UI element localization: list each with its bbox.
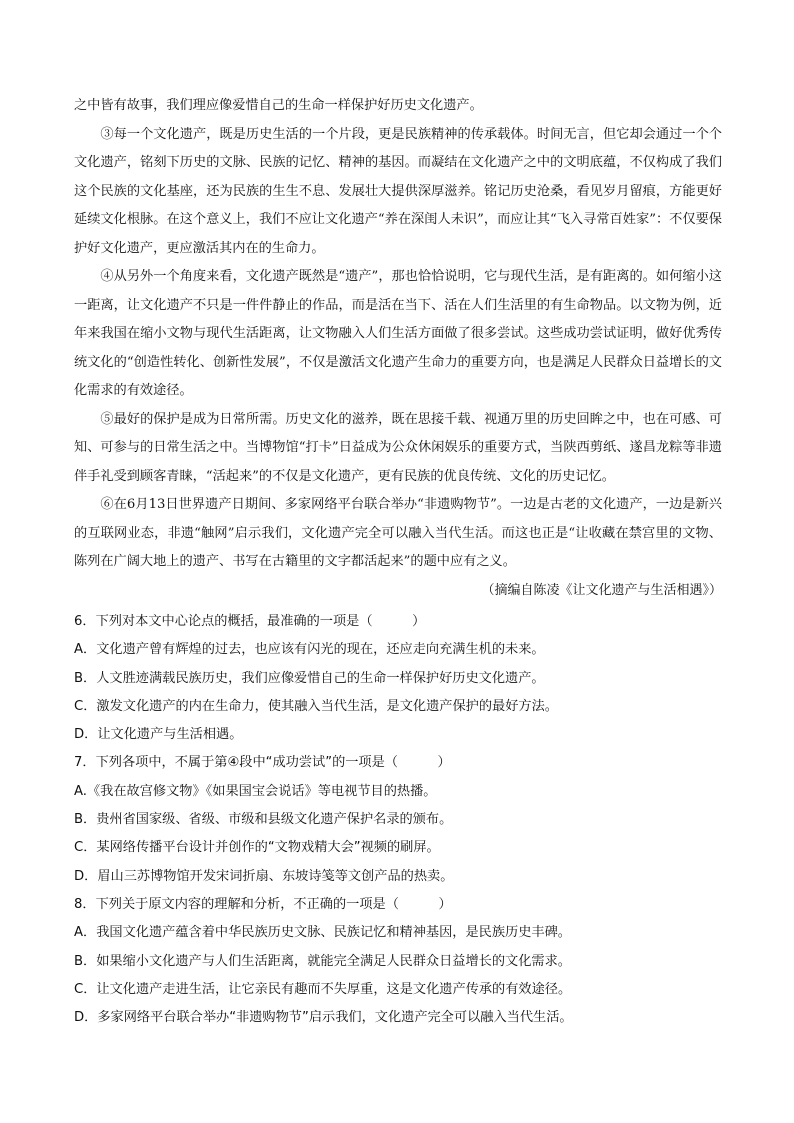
question-6 xyxy=(74,608,724,749)
option-c: C．某网络传播平台设计并创作的“文物戏精大会”视频的刷屏。 xyxy=(74,840,440,856)
option-b: B．贵州省国家级、省级、市级和县级文化遗产保护名录的颁布。 xyxy=(74,812,453,828)
question-stem: 7．下列各项中，不属于第④段中“成功尝试”的一项是（ ） xyxy=(74,755,451,771)
passage-paragraph-fragment: 之中皆有故事，我们理应像爱惜自己的生命一样保护好历史文化遗产。 xyxy=(74,98,483,113)
question-stem: 8．下列关于原文内容的理解和分析，不正确的一项是（ ） xyxy=(74,896,452,912)
option-a: A．我国文化遗产蕴含着中华民族历史文脉、民族记忆和精神基因，是民族历史丰碑。 xyxy=(74,925,571,941)
option-b: B．如果缩小文化遗产与人们生活距离，就能完全满足人民群众日益增长的文化需求。 xyxy=(74,953,571,969)
passage-source: （摘编自陈凌《让文化遗产与生活相遇》） xyxy=(481,582,722,598)
question-list xyxy=(74,608,724,1032)
option-d: D．眉山三苏博物馆开发宋词折扇、东坡诗笺等文创产品的热卖。 xyxy=(74,868,454,884)
passage-paragraph-5: ⑤最好的保护是成为日常所需。历史文化的滋养，既在思接千载、视通万里的历史回眸之中，也在可感、可知、可参与的日常生活之中。当博物馆“打卡”日益成为公众休闲娱乐的重要方式，当陕西剪纸、遂昌龙粽等非遗伴手礼受到顾客青睐，“活起来”的不仅是文化遗产，更有民族的优良传统、文化的历史记忆。 xyxy=(74,411,722,484)
question-8 xyxy=(74,891,724,1032)
option-d: D．让文化遗产与生活相遇。 xyxy=(74,727,243,743)
passage-paragraph-4: ④从另外一个角度来看，文化遗产既然是“遗产”，那也恰恰说明，它与现代生活，是有距离的。如何缩小这一距离，让文化遗产不只是一件件静止的作品，而是活在当下、活在人们生活里的有生命物品。以文物为例，近年来我国在缩小文物与现代生活距离，让文物融入人们生活方面做了很多尝试。这些成功尝试证明，做好优秀传统文化的“创造性转化、创新性发展”，不仅是激活文化遗产生命力的重要方向，也是满足人民群众日益增长的文化需求的有效途径。 xyxy=(74,269,722,398)
option-d: D．多家网络平台联合举办“非遗购物节”启示我们，文化遗产完全可以融入当代生活。 xyxy=(74,1010,573,1026)
option-b: B．人文胜迹满载民族历史，我们应像爱惜自己的生命一样保护好历史文化遗产。 xyxy=(74,670,545,686)
option-c: C．让文化遗产走进生活，让它亲民有趣而不失厚重，这是文化遗产传承的有效途径。 xyxy=(74,981,572,997)
question-7 xyxy=(74,749,724,890)
option-c: C．激发文化遗产的内在生命力，使其融入当代生活，是文化遗产保护的最好方法。 xyxy=(74,698,558,714)
passage-paragraph-6: ⑥在6月13日世界遗产日期间、多家网络平台联合举办“非遗购物节”。一边是古老的文化遗产，一边是新兴的互联网业态，非遗“触网”启示我们，文化遗产完全可以融入当代生活。而这也正是“让收藏在禁宫里的文物、陈列在广阔大地上的遗产、书写在古籍里的文字都活起来”的题中应有之义。 xyxy=(74,497,722,569)
passage-paragraph-3: ③每一个文化遗产，既是历史生活的一个片段，更是民族精神的传承载体。时间无言，但它却会通过一个个文化遗产，铭刻下历史的文脉、民族的记忆、精神的基因。而凝结在文化遗产之中的文明底蕴，不仅构成了我们这个民族的文化基座，还为民族的生生不息、发展壮大提供深厚滋养。铭记历史沧桑，看见岁月留痕，方能更好延续文化根脉。在这个意义上，我们不应让文化遗产“养在深闺人未识”，而应让其“飞入寻常百姓家”：不仅要保护好文化遗产，更应激活其内在的生命力。 xyxy=(74,126,722,256)
option-a: A.《我在故宫修文物》《如果国宝会说话》等电视节目的热播。 xyxy=(74,783,437,799)
option-a: A．文化遗产曾有辉煌的过去，也应该有闪光的现在，还应走向充满生机的未来。 xyxy=(74,642,545,658)
reading-passage xyxy=(74,92,722,605)
question-stem: 6．下列对本文中心论点的概括，最准确的一项是（ ） xyxy=(74,614,426,629)
